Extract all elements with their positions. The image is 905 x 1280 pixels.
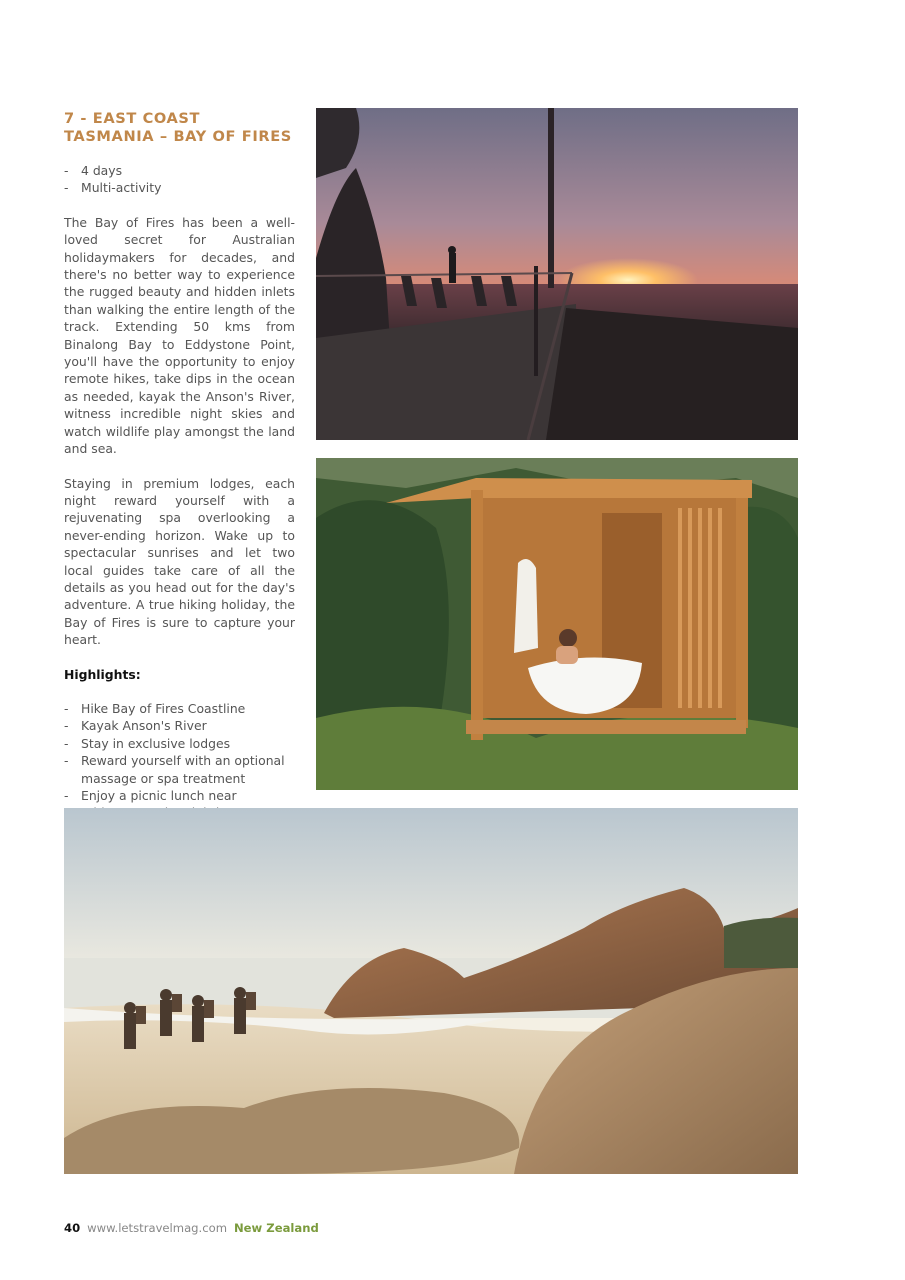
footer-region: New Zealand	[233, 1221, 319, 1235]
page-footer	[64, 1221, 319, 1235]
highlight-item: - Kayak Anson's River	[64, 717, 295, 734]
fact-item: - Multi-activity	[64, 179, 295, 196]
facts-list	[64, 162, 295, 197]
highlight-item: - Hike Bay of Fires Coastline	[64, 700, 295, 717]
outdoor-bath-photo	[316, 458, 798, 790]
highlight-item: - Enjoy a picnic lunch near	[64, 787, 295, 822]
article-column	[64, 110, 295, 856]
body-paragraph: The Bay of Fires has been a well-loved secret for Australian holidaymakers for decades, and there's no better way to experience the rugged beauty and hidden inlets than walking the entire length of the track. Extending 50 kms from Binalong Bay to Eddystone Point, you'll have the opportunity to enjoy remote hikes, take dips in the ocean as needed, kayak the Anson's River, witness incredible night skies and watch wildlife play amongst the land and sea.	[64, 214, 295, 457]
highlights-heading: Highlights:	[64, 666, 141, 682]
page-number: 40	[64, 1221, 81, 1235]
body-paragraph: Staying in premium lodges, each night reward yourself with a rejuvenating spa overlooking a never-ending horizon. Wake up to spectacular sunrises and let two local guides take care of all the details as you head out for the day's adventure. A true hiking holiday, the Bay of Fires is sure to capture your heart.	[64, 475, 295, 648]
beach-hikers-photo	[64, 808, 798, 1174]
highlight-item: - Stay in exclusive lodges	[64, 735, 295, 752]
fact-item: - 4 days	[64, 162, 295, 179]
article-title: 7 - EAST COAST TASMANIA – BAY OF FIRES	[64, 110, 292, 145]
sunset-deck-photo	[316, 108, 798, 440]
footer-site[interactable]: www.letstravelmag.com	[87, 1221, 227, 1235]
highlight-item: - Reward yourself with an optional massage or spa treatment	[64, 752, 295, 787]
highlights-list	[64, 700, 295, 822]
